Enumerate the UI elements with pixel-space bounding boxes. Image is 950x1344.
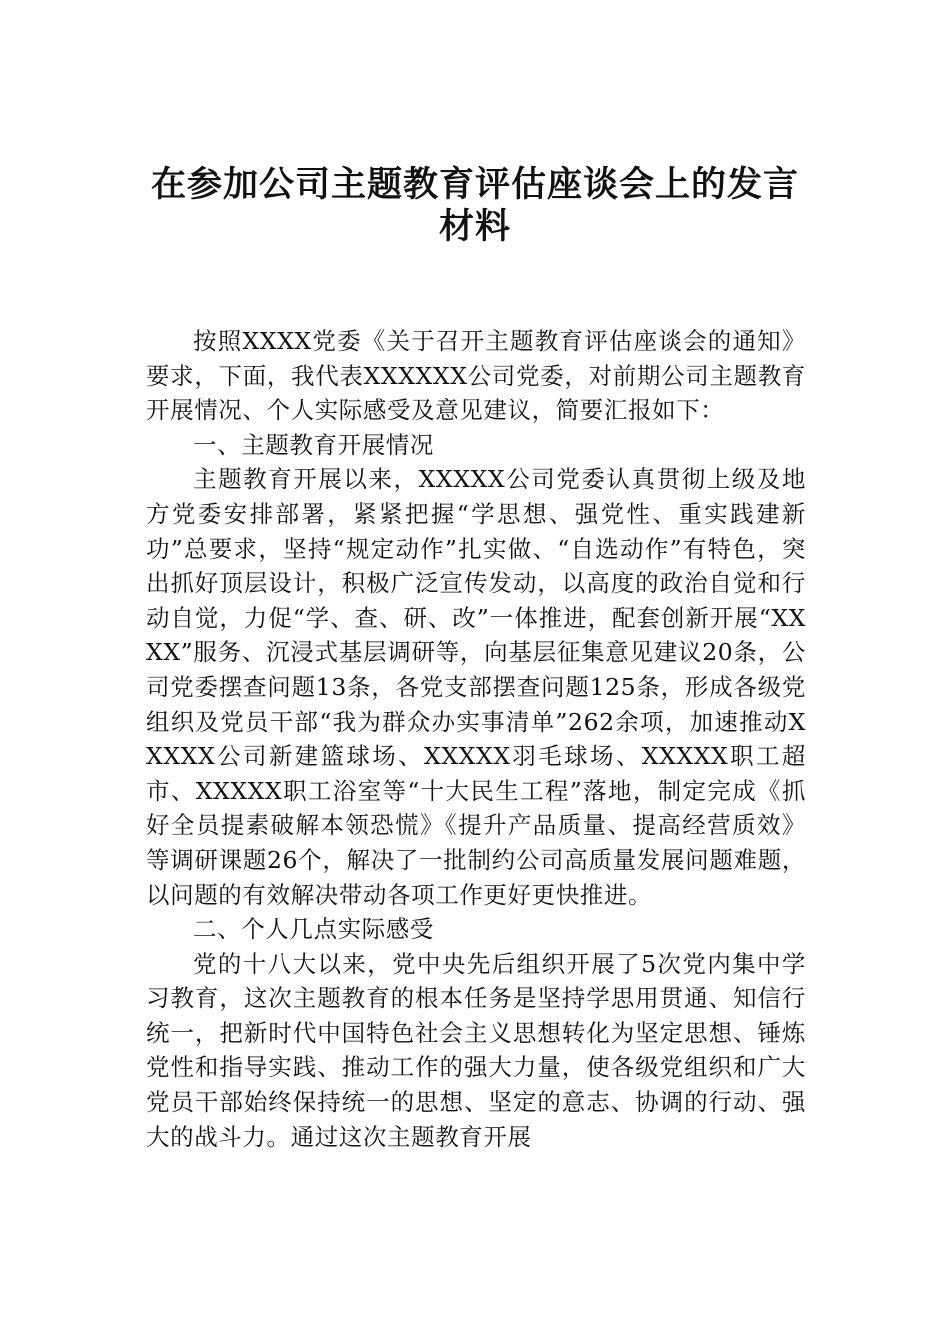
document-title-line-2: 材料 xyxy=(438,207,511,247)
section-1-paragraph: 主题教育开展以来，XXXXX公司党委认真贯彻上级及地方党委安排部署，紧紧把握“学思想、强党性、重实践建新功”总要求，坚持“规定动作”扎实做、“自选动作”有特色，突出抓好顶层设计，积极广泛宣传发动，以高度的政治自觉和行动自觉，力促“学、查、研、改”一体推进，配套创新开展“XXXX”服务、沉浸式基层调研等，向基层征集意见建议20条，公司党委摆查问题13条，各党支部摆查问题125条，形成各级党组织及党员干部“我为群众办实事清单”262余项，加速推动XXXXX公司新建篮球场、XXXXX羽毛球场、XXXXX职工超市、XXXXX职工浴室等“十大民生工程”落地，制定完成《抓好全员提素破解本领恐慌》《提升产品质量、提高经营质效》等调研课题26个，解决了一批制约公司高质量发展问题难题，以问题的有效解决带动各项工作更好更快推进。 xyxy=(146,465,806,909)
section-1-heading: 一、主题教育开展情况 xyxy=(193,430,434,459)
section-2-heading: 二、个人几点实际感受 xyxy=(193,915,434,944)
section-2-paragraph: 党的十八大以来，党中央先后组织开展了5次党内集中学习教育，这次主题教育的根本任务是坚持学思用贯通、知信行统一，把新时代中国特色社会主义思想转化为坚定思想、锤炼党性和指导实践、推动工作的强大力量，使各级党组织和广大党员干部始终保持统一的思想、坚定的意志、协调的行动、强大的战斗力。通过这次主题教育开展 xyxy=(146,949,806,1151)
document-title-line-1: 在参加公司主题教育评估座谈会上的发言 xyxy=(150,165,799,205)
intro-paragraph: 按照XXXX党委《关于召开主题教育评估座谈会的通知》要求，下面，我代表XXXXXX公司党委，对前期公司主题教育开展情况、个人实际感受及意见建议，简要汇报如下： xyxy=(146,327,806,425)
document-body xyxy=(146,324,806,1154)
